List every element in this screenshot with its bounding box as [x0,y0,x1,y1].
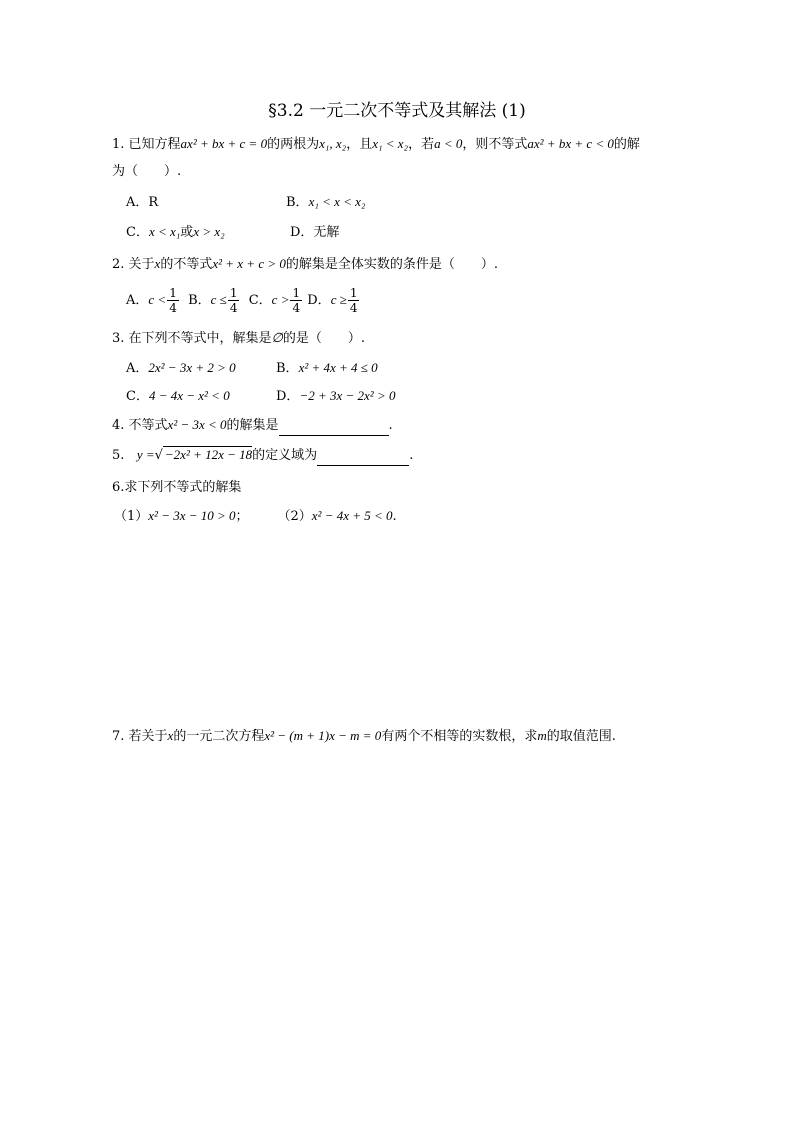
q6-part-2: x² − 4x + 5 < 0 [311,508,393,523]
q3-option-c: 4 − 4x − x² < 0 [148,388,230,403]
q2-text: 的不等式 [160,257,213,272]
question-1-line-2: 为（ ）. [112,164,182,179]
q6-part-1-label: （1） [114,509,149,524]
q3-option-c-label: C． [126,389,149,404]
q5-function: y = [136,447,155,462]
page-title: §3.2 一元二次不等式及其解法 (1) [268,101,526,121]
q3-empty-set: ∅ [271,330,283,345]
question-6-parts [114,506,397,527]
q4-text: 的解集是 [226,418,279,433]
q7-text: 的一元二次方程 [173,729,265,744]
q5-answer-blank[interactable] [317,449,409,466]
q2-variable: x [154,256,161,271]
q7-parameter: m [537,728,547,743]
q5-end: . [409,448,414,463]
q2-text: 2. 关于 [112,257,155,272]
q2-option-d-label: D． [307,293,331,308]
q2-option-b-fraction: $\frac{1}{4}$ [229,286,238,315]
q2-option-c-fraction: $\frac{1}{4}$ [292,286,301,315]
q2-option-a-fraction: $\frac{1}{4}$ [169,286,177,315]
q3-option-d: −2 + 3x − 2x² > 0 [299,388,396,403]
q2-option-b-expr: c ≤ [210,292,227,307]
q3-option-a-label: A． [126,361,149,376]
q4-end: . [388,418,393,433]
q6-part-1: x² − 3x − 10 > 0 [148,508,236,523]
question-5 [112,445,413,466]
question-1-options-row-2 [126,222,339,243]
q1-equation: ax² + bx + c = 0 [180,136,268,151]
q2-option-c-label: C． [248,293,272,308]
q6-part-1-end: ； [235,509,249,524]
q2-option-d-expr: c ≥ [330,292,347,307]
q1-inequality: ax² + bx + c < 0 [527,136,614,151]
question-2-options [126,284,360,317]
question-3-options-row-1 [126,358,378,379]
q4-inequality: x² − 3x < 0 [167,417,227,432]
q1-option-b: x₁ < x < x₂ [308,194,366,209]
q1-root-order: x₁ < x₂ [372,136,409,151]
q3-option-b-label: B． [276,361,299,376]
q2-option-c-expr: c > [271,292,290,307]
question-7 [112,726,616,747]
question-6: 6.求下列不等式的解集 [112,480,242,495]
q1-text: 的解 [613,137,640,152]
q7-text: 有两个不相等的实数根，求 [381,729,538,744]
q1-option-c-part-1: x < x₁ [148,224,181,239]
q1-option-c-label: C． [126,225,149,240]
q3-option-d-label: D． [276,389,300,404]
question-2 [112,254,498,275]
q1-roots: x₁, x₂ [319,136,347,151]
q2-option-a-label: A． [126,293,149,308]
q2-option-a-expr: c < [148,292,167,307]
q2-inequality: x² + x + c > 0 [212,256,286,271]
q3-option-a: 2x² − 3x + 2 > 0 [148,360,236,375]
q1-option-d: D．无解 [290,225,340,240]
q1-text: 1. 已知方程 [112,137,181,152]
q2-option-b-label: B． [188,293,211,308]
q7-text: 7. 若关于 [112,729,168,744]
q4-text: 4. 不等式 [112,418,168,433]
question-1-options-row-1 [126,192,365,213]
q4-answer-blank[interactable] [279,419,389,436]
q1-option-b-label: B． [286,195,309,210]
q6-part-2-end: . [392,509,397,524]
question-3 [112,328,365,349]
q1-option-c-or: 或 [180,225,194,240]
q5-sqrt-sign: √ [154,448,163,463]
question-1-line-1 [112,134,640,155]
q3-text: 的是（ ）. [282,331,366,346]
q5-radicand: −2x² + 12x − 18 [164,447,253,462]
q1-condition: a < 0 [434,136,463,151]
q7-variable: x [167,728,174,743]
q1-option-a: A．R [126,195,159,210]
q2-text: 的解集是全体实数的条件是（ ）. [285,257,499,272]
q1-text: ，且 [346,137,373,152]
q7-text: 的取值范围. [546,729,616,744]
q1-option-c-part-2: x > x₂ [193,224,225,239]
q2-option-d-fraction: $\frac{1}{4}$ [349,286,358,315]
question-3-options-row-2 [126,386,395,407]
q6-part-2-label: （2） [277,509,312,524]
q5-text: 的定义域为 [252,448,318,463]
question-4 [112,415,393,436]
q5-number: 5. [112,448,125,463]
q7-equation: x² − (m + 1)x − m = 0 [264,728,382,743]
q3-text: 3. 在下列不等式中，解集是 [112,331,272,346]
q1-text: ，若 [408,137,435,152]
q1-text: ，则不等式 [462,137,528,152]
q1-text: 的两根为 [267,137,320,152]
q3-option-b: x² + 4x + 4 ≤ 0 [298,360,378,375]
